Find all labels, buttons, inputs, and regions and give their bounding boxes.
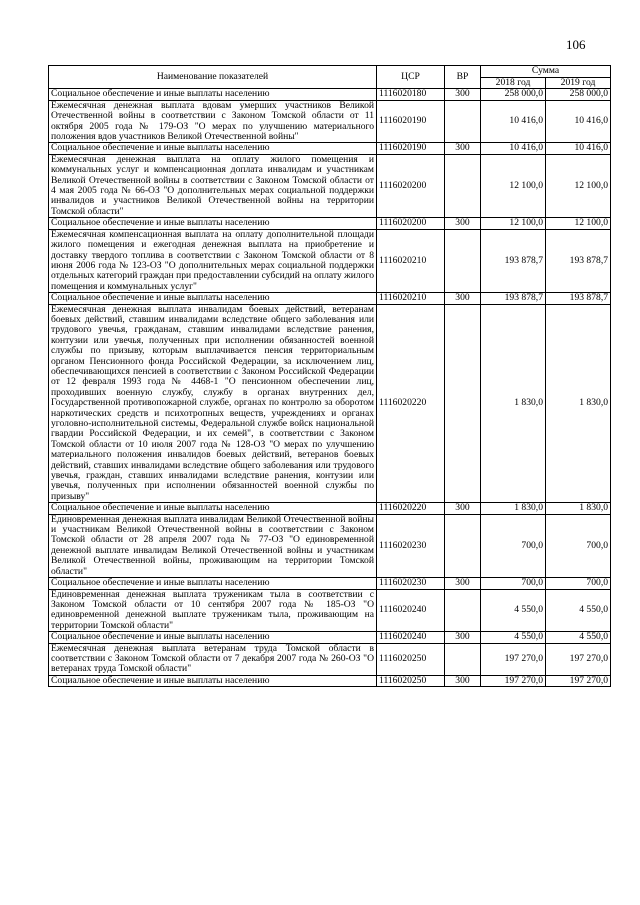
row-2018-cell: 12 100,0 <box>481 154 546 217</box>
row-2019-cell: 4 550,0 <box>546 589 611 632</box>
row-csr-cell: 1116020240 <box>377 589 445 632</box>
row-csr-cell: 1116020230 <box>377 514 445 577</box>
table-row <box>49 143 611 154</box>
table-row <box>49 675 611 686</box>
row-vr-cell: 300 <box>445 89 481 100</box>
row-vr-cell: 300 <box>445 675 481 686</box>
row-2018-cell: 12 100,0 <box>481 218 546 229</box>
row-vr-cell: 300 <box>445 632 481 643</box>
table-row <box>49 100 611 143</box>
row-2019-cell: 258 000,0 <box>546 89 611 100</box>
row-2018-cell: 10 416,0 <box>481 100 546 143</box>
row-2018-cell: 1 830,0 <box>481 304 546 503</box>
row-2019-cell: 197 270,0 <box>546 675 611 686</box>
row-vr-cell <box>445 643 481 675</box>
header-year-2019: 2019 год <box>546 78 611 89</box>
row-vr-cell: 300 <box>445 218 481 229</box>
row-name-cell: Социальное обеспечение и иные выплаты населению <box>49 89 377 100</box>
row-2018-cell: 10 416,0 <box>481 143 546 154</box>
table-row <box>49 643 611 675</box>
row-2019-cell: 193 878,7 <box>546 229 611 292</box>
row-vr-cell: 300 <box>445 143 481 154</box>
row-vr-cell <box>445 100 481 143</box>
row-2019-cell: 12 100,0 <box>546 218 611 229</box>
row-vr-cell <box>445 304 481 503</box>
row-csr-cell: 1116020180 <box>377 89 445 100</box>
row-csr-cell: 1116020250 <box>377 675 445 686</box>
header-year-2018: 2018 год <box>481 78 546 89</box>
header-csr: ЦСР <box>377 66 445 89</box>
header-sum: Сумма <box>481 66 611 78</box>
row-name-cell: Социальное обеспечение и иные выплаты населению <box>49 218 377 229</box>
row-csr-cell: 1116020210 <box>377 229 445 292</box>
row-2019-cell: 1 830,0 <box>546 304 611 503</box>
row-2018-cell: 1 830,0 <box>481 503 546 514</box>
row-2018-cell: 193 878,7 <box>481 293 546 304</box>
page-number: 106 <box>566 37 586 52</box>
table-row <box>49 293 611 304</box>
table-row <box>49 589 611 632</box>
table-row <box>49 304 611 503</box>
row-2018-cell: 4 550,0 <box>481 632 546 643</box>
row-name-cell: Социальное обеспечение и иные выплаты населению <box>49 503 377 514</box>
row-name-cell: Ежемесячная денежная выплата на оплату жилого помещения и коммунальных услуг и компенсационная доплата инвалидам и участникам Великой Отечественной войны в соответствии с Законом Томской области от 4 мая 2005 года № 66-ОЗ "О дополнительных мерах социальной поддержки инвалидов и участников Великой Отечественной войны на территории Томской области" <box>49 154 377 217</box>
header-vr: ВР <box>445 66 481 89</box>
row-csr-cell: 1116020250 <box>377 643 445 675</box>
row-name-cell: Социальное обеспечение и иные выплаты населению <box>49 632 377 643</box>
row-csr-cell: 1116020200 <box>377 218 445 229</box>
row-2018-cell: 197 270,0 <box>481 643 546 675</box>
row-2019-cell: 12 100,0 <box>546 154 611 217</box>
row-2019-cell: 197 270,0 <box>546 643 611 675</box>
row-2019-cell: 700,0 <box>546 514 611 577</box>
row-name-cell: Ежемесячная денежная выплата вдовам умерших участников Великой Отечественной войны в соответствии с Законом Томской области от 11 октября 2005 года № 179-ОЗ "О мерах по улучшению материального положения вдов участников Великой Отечественной войны" <box>49 100 377 143</box>
row-csr-cell: 1116020210 <box>377 293 445 304</box>
header-name: Наименование показателей <box>49 66 377 89</box>
row-name-cell: Единовременная денежная выплата инвалидам Великой Отечественной войны и участникам Великой Отечественной войны в соответствии с Законом Томской области от 28 апреля 2007 года № 77-ОЗ "О единовременной денежной выплате инвалидам Великой Отечественной войны и участникам Великой Отечественной войны, проживающим на территории Томской области" <box>49 514 377 577</box>
row-csr-cell: 1116020220 <box>377 304 445 503</box>
row-csr-cell: 1116020190 <box>377 143 445 154</box>
row-2018-cell: 700,0 <box>481 514 546 577</box>
table-row <box>49 503 611 514</box>
row-csr-cell: 1116020220 <box>377 503 445 514</box>
row-name-cell: Социальное обеспечение и иные выплаты населению <box>49 143 377 154</box>
row-vr-cell <box>445 589 481 632</box>
row-name-cell: Ежемесячная компенсационная выплата на оплату дополнительной площади жилого помещения и ежегодная денежная выплата на приобретение и доставку твердого топлива в соответствии с Законом Томской области от 8 июня 2006 года № 123-ОЗ "О дополнительных мерах социальной поддержки отдельных категорий граждан при предоставлении субсидий на оплату жилого помещения и коммунальных услуг" <box>49 229 377 292</box>
row-name-cell: Ежемесячная денежная выплата ветеранам труда Томской области в соответствии с Законом Томской области от 7 декабря 2007 года № 260-ОЗ "О ветеранах труда Томской области" <box>49 643 377 675</box>
row-2019-cell: 193 878,7 <box>546 293 611 304</box>
table-row <box>49 89 611 100</box>
table-row <box>49 154 611 217</box>
row-2019-cell: 10 416,0 <box>546 100 611 143</box>
row-csr-cell: 1116020230 <box>377 578 445 589</box>
row-csr-cell: 1116020190 <box>377 100 445 143</box>
row-vr-cell: 300 <box>445 293 481 304</box>
row-name-cell: Ежемесячная денежная выплата инвалидам боевых действий, ветеранам боевых действий, ставшим инвалидами вследствие общего заболевания или трудового увечья, гражданам, ставшим инвалидами вследствие ранения, контузии или увечья, полученных при исполнении обязанностей военной службы по призыву, которым выплачивается пенсия территориальным органом Пенсионного фонда Российской Федерации, за исключением лиц, обеспечивающихся пенсией в соответствии с Законом Российской Федерации от 12 февраля 1993 года № 4468-1 "О пенсионном обеспечении лиц, проходивших военную службу, службу в органах внутренних дел, Государственной противопожарной службе, органах по контролю за оборотом наркотических средств и психотропных веществ, учреждениях и органах уголовно-исполнительной системы, Федеральной службе войск национальной гвардии Российской Федерации, и их семей", в соответствии с Законом Томской области от 10 июля 2007 года № 128-ОЗ "О мерах по улучшению материального положения инвалидов боевых действий, ветеранов боевых действий, ставших инвалидами вследствие общего заболевания или трудового увечья, граждан, ставших инвалидами вследствие ранения, контузии или увечья, полученных при исполнении обязанностей военной службы по призыву" <box>49 304 377 503</box>
row-csr-cell: 1116020240 <box>377 632 445 643</box>
row-vr-cell <box>445 229 481 292</box>
table-row <box>49 229 611 292</box>
table-header <box>49 66 611 89</box>
row-2019-cell: 10 416,0 <box>546 143 611 154</box>
row-2019-cell: 4 550,0 <box>546 632 611 643</box>
row-2019-cell: 1 830,0 <box>546 503 611 514</box>
row-2018-cell: 197 270,0 <box>481 675 546 686</box>
row-2018-cell: 258 000,0 <box>481 89 546 100</box>
row-name-cell: Единовременная денежная выплата труженикам тыла в соответствии с Законом Томской области от 10 сентября 2007 года № 185-ОЗ "О единовременной денежной выплате труженикам тыла, проживающим на территории Томской области" <box>49 589 377 632</box>
row-name-cell: Социальное обеспечение и иные выплаты населению <box>49 675 377 686</box>
table-row <box>49 632 611 643</box>
row-vr-cell <box>445 514 481 577</box>
row-vr-cell: 300 <box>445 578 481 589</box>
table-row <box>49 578 611 589</box>
table-row <box>49 218 611 229</box>
row-csr-cell: 1116020200 <box>377 154 445 217</box>
row-vr-cell <box>445 154 481 217</box>
row-name-cell: Социальное обеспечение и иные выплаты населению <box>49 293 377 304</box>
budget-table <box>48 65 611 687</box>
row-2018-cell: 193 878,7 <box>481 229 546 292</box>
row-name-cell: Социальное обеспечение и иные выплаты населению <box>49 578 377 589</box>
row-2019-cell: 700,0 <box>546 578 611 589</box>
table-row <box>49 514 611 577</box>
row-2018-cell: 700,0 <box>481 578 546 589</box>
table-body <box>49 89 611 687</box>
row-vr-cell: 300 <box>445 503 481 514</box>
row-2018-cell: 4 550,0 <box>481 589 546 632</box>
